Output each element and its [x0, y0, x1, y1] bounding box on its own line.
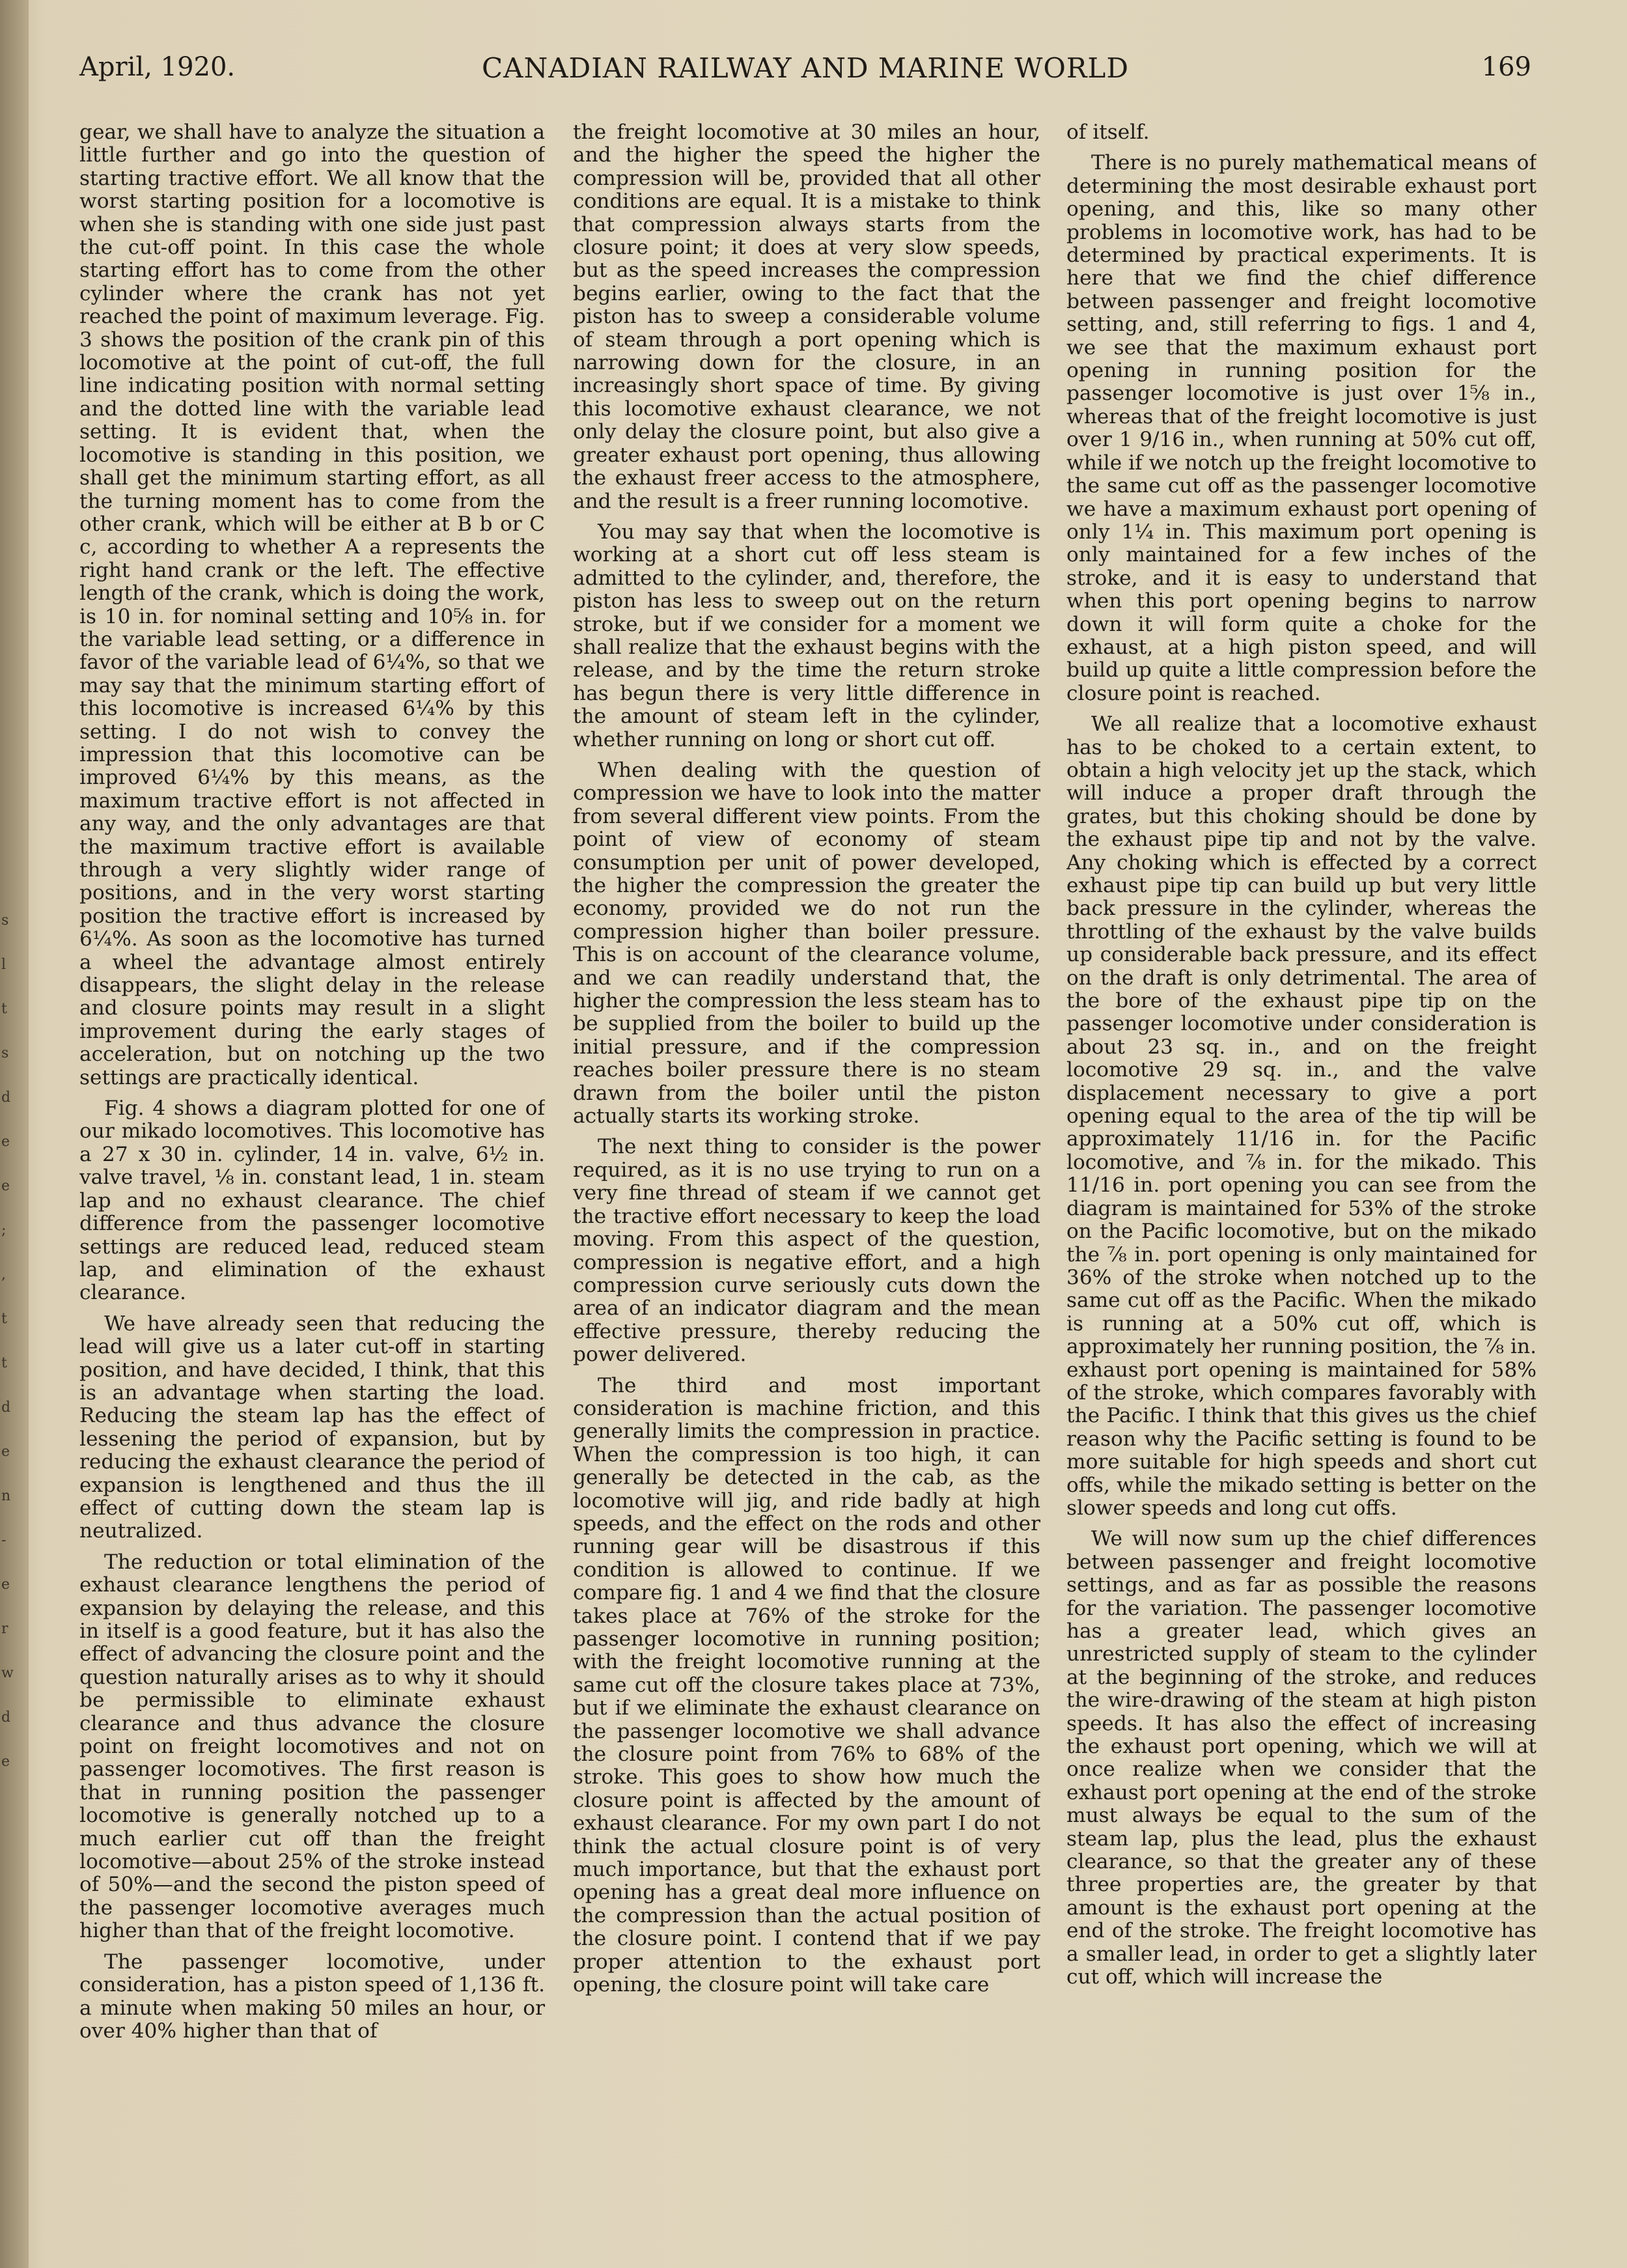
paragraph: gear, we shall have to analyze the situation a little further and go into the question of starting tractive effort. We all know that the worst starting position for a locomotive is when she is standing with one side just past the cut-off point. In this case the whole starting effort has to come from the other cylinder where the crank has not yet reached the point of maximum leverage. Fig. 3 shows the position of the crank pin of this locomotive at the point of cut-off, the full line indicating position with normal setting and the dotted line with the variable lead setting. It is evident that, when the locomotive is standing in this position, we shall get the minimum starting effort, as all the turning moment has to come from the other crank, which will be either at B b or C c, according to whether A a represents the right hand crank or the left. The effective length of the crank, which is doing the work, is 10 in. for nominal setting and 10⅝ in. for the variable lead setting, or a difference in favor of the variable lead of 6¼%, so that we may say that the minimum starting effort of this locomotive is increased 6¼% by this setting. I do not wish to convey the impression that this locomotive can be improved 6¼% by this means, as the maximum tractive effort is not affected in any way, and the only advantages are that the maximum tractive effort is available through a very slightly wider range of positions, and in the very worst starting position the tractive effort is increased by 6¼%. As soon as the locomotive has turned a wheel the advantage almost entirely disappears, the slight delay in the release and closure points may result in a slight improvement during the early stages of acceleration, but on notching up the two settings are practically identical.	[79, 121, 545, 1089]
paragraph: There is no purely mathematical means of determining the most desirable exhaust port opening, and this, like so many other problems in locomotive work, has had to be determined by practical experiments. It is here that we find the chief difference between passenger and freight locomotive setting, and, still referring to figs. 1 and 4, we see that the maximum exhaust port opening in running position for the passenger locomotive is just over 1⅝ in., whereas that of the freight locomotive is just over 1 9/16 in., when running at 50% cut off, while if we notch up the freight locomotive to the same cut off as the passenger locomotive we have a maximum exhaust port opening of only 1¼ in. This maximum port opening is only maintained for a few inches of the stroke, and it is easy to understand that when this port opening begins to narrow down it will form quite a choke for the exhaust, at a high piston speed, and will build up quite a little compression before the closure point is reached.	[1066, 151, 1537, 705]
page-number: 169	[1481, 52, 1531, 82]
publication-title: CANADIAN RAILWAY AND MARINE WORLD	[481, 52, 1130, 84]
paragraph: We all realize that a locomotive exhaust has to be choked to a certain extent, to obtain a high velocity jet up the stack, which will induce a proper draft through the grates, but this choking should be done by the exhaust pipe tip and not by the valve. Any choking which is effected by a correct exhaust pipe tip can build up but very little back pressure in the cylinder, whereas the throttling of the exhaust by the valve builds up considerable back pressure, and its effect on the draft is only detrimental. The area of the bore of the exhaust pipe tip on the passenger locomotive under consideration is about 23 sq. in., and on the freight locomotive 29 sq. in., and the valve displacement necessary to give a port opening equal to the area of the tip will be approximately 11/16 in. for the Pacific locomotive, and ⅞ in. for the mikado. This 11/16 in. port opening you can see from the diagram is maintained for 53% of the stroke on the Pacific locomotive, but on the mikado the ⅞ in. port opening is only maintained for 36% of the stroke when notched up to the same cut off as the Pacific. When the mikado is running at a 50% cut off, which is approximately her running position, the ⅞ in. exhaust port opening is maintained for 58% of the stroke, which compares favorably with the Pacific. I think that this gives us the chief reason why the Pacific setting is found to be more suitable for high speeds and short cut offs, while the mikado setting is better on the slower speeds and long cut offs.	[1066, 712, 1537, 1520]
running-header	[79, 52, 1531, 95]
binding-gutter	[0, 0, 29, 2268]
paragraph: of itself.	[1066, 121, 1150, 144]
paragraph: We will now sum up the chief differences between passenger and freight locomotive settings, and as far as possible the reasons for the variation. The passenger locomotive has a greater lead, which gives an unrestricted supply of steam to the cylinder at the beginning of the stroke, and reduces the wire-drawing of the steam at high piston speeds. It has also the effect of increasing the exhaust port opening, which we will at once realize when we consider that the exhaust port opening at the end of the stroke must always be equal to the sum of the steam lap, plus the lead, plus the exhaust clearance, so that the greater any of these three properties are, the greater by that amount is the exhaust port opening at the end of the stroke. The freight locomotive has a smaller lead, in order to get a slightly later cut off, which will increase the	[1066, 1527, 1537, 1989]
text-column-1	[79, 121, 545, 2172]
issue-date: April, 1920.	[79, 52, 236, 82]
text-column-2	[573, 121, 1040, 2172]
paragraph: The next thing to consider is the power required, as it is no use trying to run on a very fine thread of steam if we cannot get the tractive effort necessary to keep the load moving. From this aspect of the question, compression is negative effort, and a high compression curve seriously cuts down the area of an indicator diagram and the mean effective pressure, thereby reducing the power delivered.	[573, 1135, 1040, 1367]
paragraph: the freight locomotive at 30 miles an hour, and the higher the speed the higher the compression will be, provided that all other conditions are equal. It is a mistake to think that compression always starts from the closure point; it does at very slow speeds, but as the speed increases the compression begins earlier, owing to the fact that the piston has to sweep a considerable volume of steam through a port opening which is narrowing down for the closure, in an increasingly short space of time. By giving this locomotive exhaust clearance, we not only delay the closure point, but also give a greater exhaust port opening, thus allowing the exhaust freer access to the atmosphere, and the result is a freer running locomotive.	[573, 121, 1040, 513]
gutter-text-fragments: s l t s d e e ; , t t d e n - e r w d e	[1, 912, 14, 1770]
paragraph: The reduction or total elimination of the exhaust clearance lengthens the period of expansion by delaying the release, and this in itself is a good feature, but it has also the effect of advancing the closure point and the question naturally arises as to why it should be permissible to eliminate exhaust clearance and thus advance the closure point on freight locomotives and not on passenger locomotives. The first reason is that in running position the passenger locomotive is generally notched up to a much earlier cut off than the freight locomotive—about 25% of the stroke instead of 50%—and the second the piston speed of the passenger locomotive averages much higher than that of the freight locomotive.	[79, 1550, 545, 1943]
paragraph: Fig. 4 shows a diagram plotted for one of our mikado locomotives. This locomotive has a 27 x 30 in. cylinder, 14 in. valve, 6½ in. valve travel, ⅛ in. constant lead, 1 in. steam lap and no exhaust clearance. The chief difference from the passenger locomotive settings are reduced lead, reduced steam lap, and elimination of the exhaust clearance.	[79, 1097, 545, 1305]
paragraph: You may say that when the locomotive is working at a short cut off less steam is admitted to the cylinder, and, therefore, the piston has less to sweep out on the return stroke, but if we consider for a moment we shall realize that the exhaust begins with the release, and by the time the return stroke has begun there is very little difference in the amount of steam left in the cylinder, whether running on long or short cut off.	[573, 520, 1040, 751]
paragraph: When dealing with the question of compression we have to look into the matter from several different view points. From the point of view of economy of steam consumption per unit of power developed, the higher the compression the greater the economy, provided we do not run the compression higher than boiler pressure. This is on account of the clearance volume, and we can readily understand that, the higher the compression the less steam has to be supplied from the boiler to build up the initial pressure, and if the compression reaches boiler pressure there is no steam drawn from the boiler until the piston actually starts its working stroke.	[573, 758, 1040, 1128]
paragraph: The third and most important consideration is machine friction, and this generally limits the compression in practice. When the compression is too high, it can generally be detected in the cab, as the locomotive will jig, and ride badly at high speeds, and the effect on the rods and other running gear will be disastrous if this condition is allowed to continue. If we compare fig. 1 and 4 we find that the closure takes place at 76% of the stroke for the passenger locomotive in running position; with the freight locomotive running at the same cut off the closure takes place at 73%, but if we eliminate the exhaust clearance on the passenger locomotive we shall advance the closure point from 76% to 68% of the stroke. This goes to show how much the closure point is affected by the amount of exhaust clearance. For my own part I do not think the actual closure point is of very much importance, but that the exhaust port opening has a great deal more influence on the compression than the actual position of the closure point. I contend that if we pay proper attention to the exhaust port opening, the closure point will take care	[573, 1373, 1040, 1997]
paragraph: We have already seen that reducing the lead will give us a later cut-off in starting position, and have decided, I think, that this is an advantage when starting the load. Reducing the steam lap has the effect of lessening the period of expansion, but by reducing the exhaust clearance the period of expansion is lengthened and thus the ill effect of cutting down the steam lap is neutralized.	[79, 1311, 545, 1543]
text-column-3	[1066, 121, 1537, 2172]
paragraph: The passenger locomotive, under consideration, has a piston speed of 1,136 ft. a minute when making 50 miles an hour, or over 40% higher than that of	[79, 1950, 545, 2043]
